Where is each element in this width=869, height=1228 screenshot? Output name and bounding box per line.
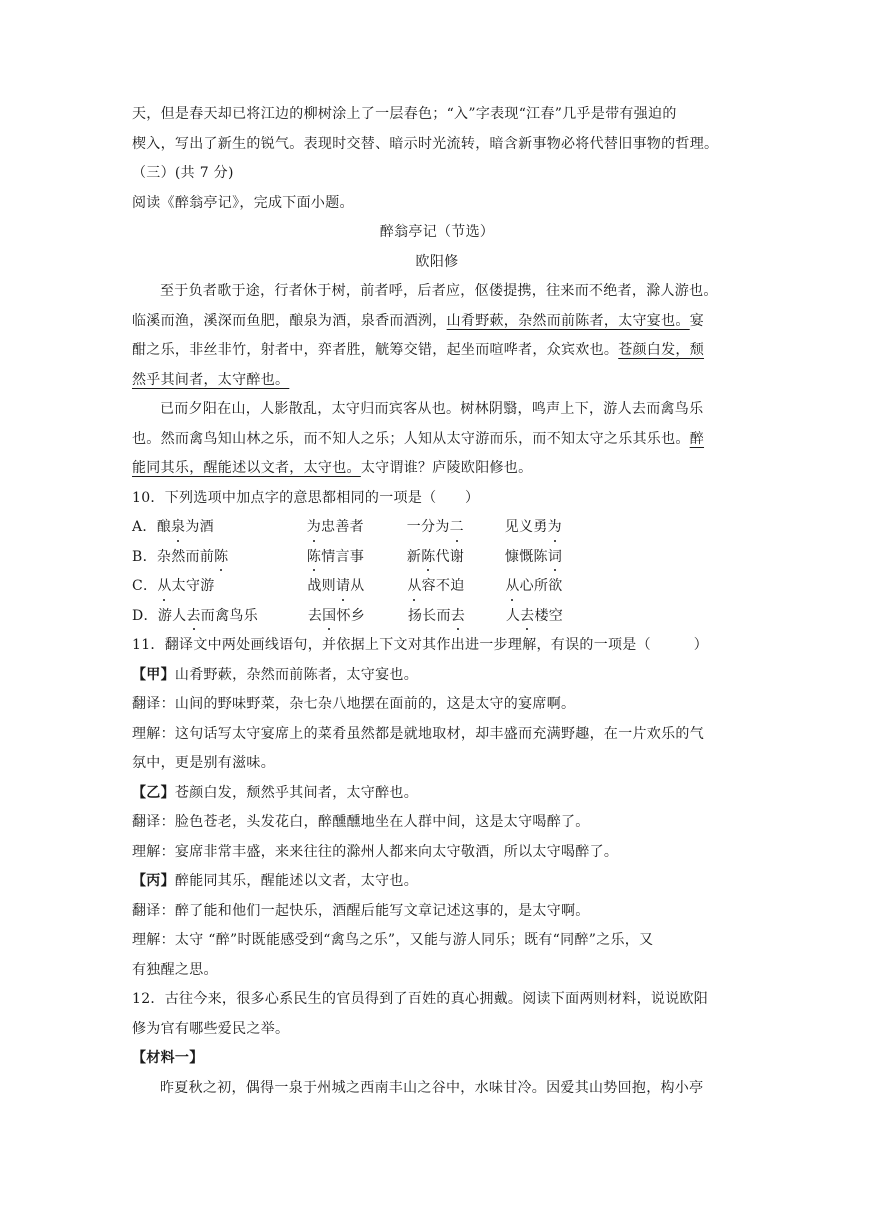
passage-line xyxy=(132,425,742,455)
q11-jia-understanding: 理解：这句话写太守宴席上的菜肴虽然都是就地取材，却丰盛而充满野趣，在一片欢乐的气 xyxy=(132,725,704,742)
emphasis-dot-char: 去 xyxy=(186,602,200,632)
option-char: 守 xyxy=(185,578,201,594)
material-1-text: 昨夏秋之初，偶得一泉于州城之西南丰山之谷中，水味甘冷。因爱其山势回抱，构小亭 xyxy=(160,1079,704,1096)
material-1-tag: 【材料一】 xyxy=(132,1050,204,1066)
emphasis-dot-char: 为 xyxy=(548,513,562,543)
option-char: 事 xyxy=(349,548,365,565)
emphasis-dot-char: 为 xyxy=(307,513,321,543)
q10-option-item xyxy=(408,602,506,632)
option-char: 谢 xyxy=(449,548,465,565)
passage-line xyxy=(132,336,742,366)
option-char: 见 xyxy=(504,519,520,535)
emphasis-dot-char: 从 xyxy=(505,572,519,602)
emphasis-dot-char: 去 xyxy=(520,602,534,632)
emphasis-dot-char: 国 xyxy=(322,602,336,632)
q10-option-label: D． xyxy=(132,607,158,624)
option-char: 人 xyxy=(172,607,187,624)
emphasis-dot-char: 二 xyxy=(450,513,464,543)
option-char: 善 xyxy=(335,519,350,535)
q10-option-item xyxy=(505,543,562,573)
question-10-stem: 10．下列选项中加点字的意思都相同的一项是（ ） xyxy=(132,489,480,506)
q10-option-item xyxy=(307,572,407,602)
q11-jia-translation: 翻译：山间的野味野菜，杂七杂八地摆在面前的，这是太守的宴席啊。 xyxy=(132,696,576,712)
option-char: 分 xyxy=(421,519,436,535)
option-char: 人 xyxy=(505,607,521,624)
passage-line: 至于负者歌于途，行者休于树，前者呼，后者应，伛偻提携，往来而不绝者，滁人游也。 xyxy=(160,283,718,299)
emphasis-dot-char: 去 xyxy=(451,602,465,632)
option-char: 情 xyxy=(321,548,336,565)
option-char: 而 xyxy=(185,548,200,565)
q10-option-item xyxy=(506,602,563,632)
option-char: 杂 xyxy=(156,548,172,565)
passage-line xyxy=(132,454,742,484)
option-char: 者 xyxy=(349,519,364,535)
underlined-sentence-yi: 苍颜白发，颓 xyxy=(618,342,705,358)
q10-option-item xyxy=(307,543,407,573)
passage-line xyxy=(132,366,742,396)
passage-line: 已而夕阳在山，人影散乱，太守归而宾客从也。树林阴翳，鸣声上下，游人去而禽鸟乐 xyxy=(160,401,704,417)
passage-text: 临溪而渔，溪深而鱼肥，酿泉为酒，泉香而酒洌， xyxy=(132,312,447,329)
option-char: 一 xyxy=(406,519,422,535)
question-12-stem: 12．古往今来，很多心系民生的官员得到了百姓的真心拥戴。阅读下面两则材料，说说欧阳 xyxy=(132,991,709,1007)
option-char: 乐 xyxy=(243,607,259,624)
passage-text: 酣之乐，非丝非竹，射者中，弈者胜，觥筹交错，起坐而喧哗者，众宾欢也。 xyxy=(132,342,619,358)
q10-option-row xyxy=(132,543,742,573)
option-char: 言 xyxy=(335,548,350,565)
text-line: 天，但是春天却已将江边的柳树涂上了一层春色；“入”字表现“江春”几乎是带有强迫的 xyxy=(132,106,677,122)
option-char: 容 xyxy=(421,578,436,594)
option-char: 所 xyxy=(533,578,549,594)
q10-option-item xyxy=(307,513,407,543)
option-char: 禽 xyxy=(215,607,230,624)
q11-bing-text: 醉能同其乐，醒能述以文者，太守也。 xyxy=(174,873,419,889)
q11-jia-text: 山肴野蔌，杂然而前陈者，太守宴也。 xyxy=(174,666,419,683)
option-char: 新 xyxy=(406,548,422,565)
option-char: 欲 xyxy=(548,578,563,594)
q11-yi-translation: 翻译：脸色苍老，头发花白，醉醺醺地坐在人群中间，这是太守喝醉了。 xyxy=(132,814,590,830)
q11-jia-understanding: 氛中，更是别有滋味。 xyxy=(132,755,275,771)
option-char: 从 xyxy=(350,578,365,594)
option-char: 酿 xyxy=(156,519,172,535)
passage-text: 也。然而禽鸟知山林之乐，而不知人之乐；人知从太守游而乐，而不知太守之乐其乐也。 xyxy=(132,430,690,447)
emphasis-dot-char: 从 xyxy=(157,572,171,602)
q10-option-row xyxy=(132,572,742,602)
option-char: 怀 xyxy=(336,607,351,624)
document-page xyxy=(132,100,742,1103)
option-char: 乡 xyxy=(350,607,366,624)
option-char: 然 xyxy=(171,548,186,565)
option-char: 为 xyxy=(185,519,200,535)
emphasis-dot-char: 从 xyxy=(407,572,421,602)
option-char: 酒 xyxy=(199,519,214,535)
underlined-sentence-bing: 醉 xyxy=(689,430,705,447)
text-line: 楔入，写出了新生的锐气。表现时交替、暗示时光流转，暗含新事物必将代替旧事物的哲理。 xyxy=(132,135,719,152)
question-10-options xyxy=(132,513,742,631)
q10-option-item xyxy=(157,513,307,543)
option-char: 游 xyxy=(200,578,215,594)
option-char: 迫 xyxy=(450,578,465,594)
passage-author: 欧阳修 xyxy=(415,253,459,270)
emphasis-dot-char: 请 xyxy=(336,572,350,602)
q10-option-item xyxy=(158,602,308,632)
q10-option-item xyxy=(505,513,562,543)
q10-option-item xyxy=(157,572,307,602)
option-char: 战 xyxy=(307,578,322,594)
q10-option-item xyxy=(407,513,505,543)
option-char: 慷 xyxy=(504,548,520,565)
emphasis-dot-char: 陈 xyxy=(421,543,435,573)
option-char: 空 xyxy=(548,607,564,624)
reading-instruction: 阅读《醉翁亭记》，完成下面小题。 xyxy=(132,194,354,211)
q11-yi xyxy=(132,779,742,809)
q11-bing xyxy=(132,867,742,897)
option-char: 忠 xyxy=(321,519,336,535)
q10-option-row xyxy=(132,513,742,543)
option-char: 去 xyxy=(307,607,323,624)
q11-bing-translation: 翻译：醉了能和他们一起快乐，酒醒后能写文章记述这事的，是太守啊。 xyxy=(132,902,590,919)
option-char: 心 xyxy=(519,578,534,594)
option-char: 长 xyxy=(422,607,437,624)
option-char: 代 xyxy=(435,548,450,565)
emphasis-dot-char: 词 xyxy=(548,543,562,573)
option-char: 不 xyxy=(435,578,451,594)
q10-option-item xyxy=(407,543,505,573)
q11-bing-understanding: 理解：太守 “醉”时既能感受到“禽鸟之乐”，又能与游人同乐；既有“同醉”之乐，又 xyxy=(132,932,654,948)
q11-yi-understanding: 理解：宴席非常丰盛，来来往往的滁州人都来向太守敬酒，所以太守喝醉了。 xyxy=(132,843,619,860)
option-char: 而 xyxy=(436,607,451,624)
option-char: 太 xyxy=(171,578,186,594)
q11-bing-tag: 【丙】 xyxy=(132,873,175,889)
q11-jia xyxy=(132,661,742,691)
q10-option-item xyxy=(157,543,307,573)
q10-option-row xyxy=(132,602,742,632)
option-char: 勇 xyxy=(533,519,548,535)
option-char: 而 xyxy=(200,607,216,624)
q10-option-label: B． xyxy=(132,548,157,565)
passage-text: 太守谓谁？庐陵欧阳修也。 xyxy=(360,460,533,476)
option-char: 扬 xyxy=(407,607,423,624)
section-heading: （三）(共 7 分) xyxy=(132,165,234,181)
emphasis-dot-char: 泉 xyxy=(171,513,185,543)
q11-bing-understanding: 有独醒之思。 xyxy=(132,961,218,978)
option-char: 为 xyxy=(435,519,450,535)
underlined-sentence-jia: 山肴野蔌，杂然而前陈者，太守宴也。 xyxy=(446,312,690,329)
option-char: 义 xyxy=(519,519,534,535)
q10-option-label: C． xyxy=(132,578,158,594)
option-char: 楼 xyxy=(534,607,549,624)
underlined-sentence-bing: 能同其乐，醒能述以文者，太守也。 xyxy=(132,460,361,476)
question-11-stem: 11．翻译文中两处画线语句，并依据上下文对其作出进一步理解，有误的一项是（ ） xyxy=(132,637,709,653)
q11-yi-tag: 【乙】 xyxy=(132,784,175,801)
emphasis-dot-char: 陈 xyxy=(214,543,228,573)
option-char: 游 xyxy=(157,607,173,624)
option-char: 鸟 xyxy=(229,607,244,624)
option-char: 慨 xyxy=(519,548,534,565)
q10-option-item xyxy=(407,572,505,602)
option-char: 则 xyxy=(321,578,336,594)
q11-yi-text: 苍颜白发，颓然乎其间者，太守醉也。 xyxy=(174,784,419,801)
q10-option-item xyxy=(308,602,408,632)
q10-option-item xyxy=(505,572,562,602)
passage-title: 醉翁亭记（节选） xyxy=(379,224,495,240)
question-12-stem: 修为官有哪些爱民之举。 xyxy=(132,1020,290,1037)
option-char: 前 xyxy=(199,548,215,565)
option-char: 陈 xyxy=(533,548,548,565)
q10-option-label: A． xyxy=(132,519,157,535)
emphasis-dot-char: 陈 xyxy=(307,543,321,573)
underlined-sentence-yi: 然乎其间者，太守醉也。 xyxy=(132,371,290,388)
passage-line xyxy=(132,307,742,337)
q11-jia-tag: 【甲】 xyxy=(132,666,175,683)
passage-text: 宴 xyxy=(689,312,705,329)
